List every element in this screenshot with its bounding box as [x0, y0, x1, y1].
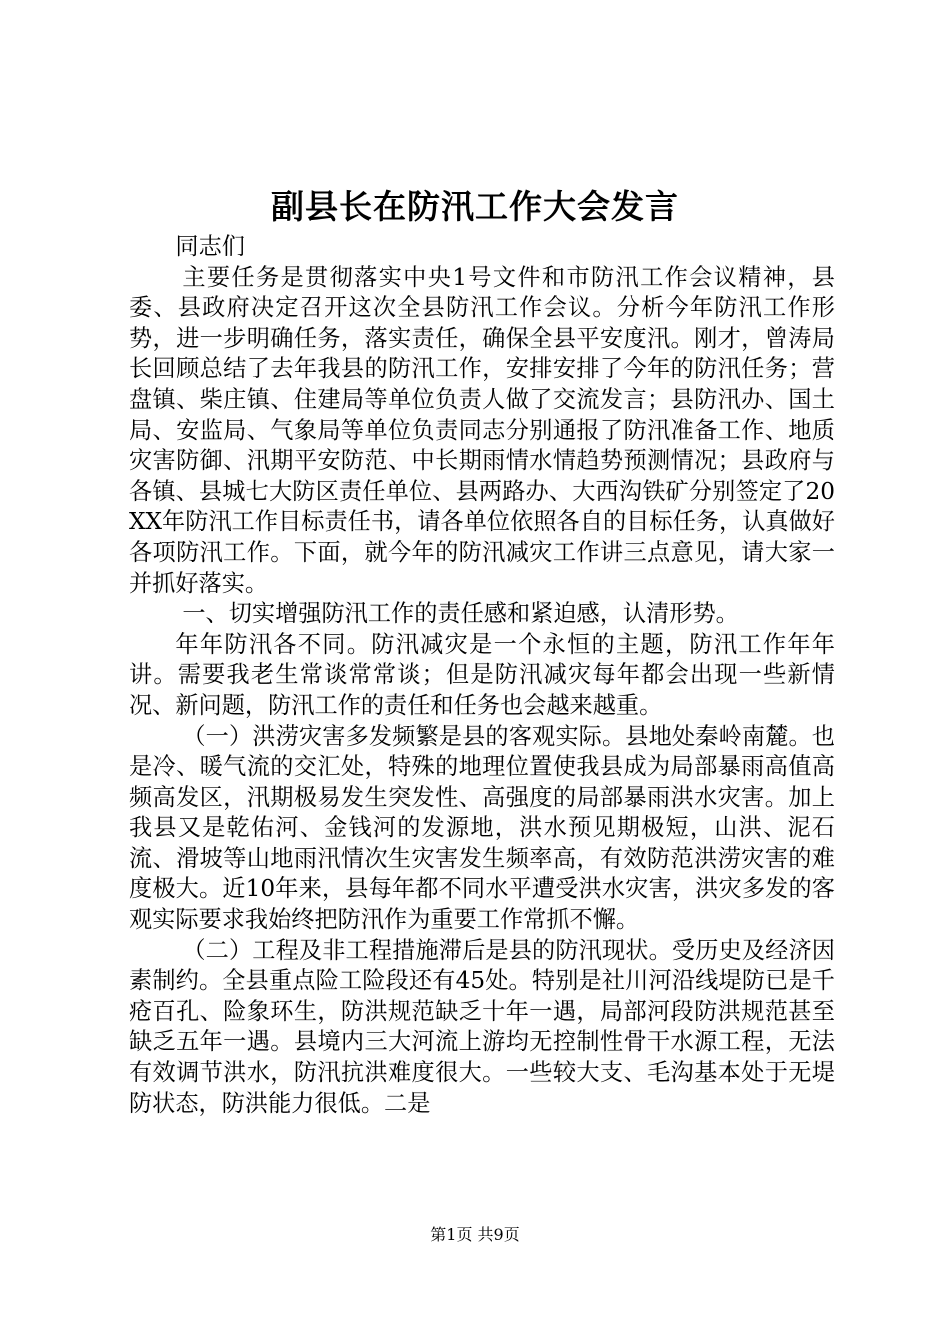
page-number: 第1页 共9页	[430, 1225, 520, 1244]
paragraph-intro: 主要任务是贯彻落实中央1号文件和市防汛工作会议精神，县委、县政府决定召开这次全县防汛工作会议。分析今年防汛工作形势，进一步明确任务，落实责任，确保全县平安度汛。刚才，曾涛局长回顾总结了去年我县的防汛工作，安排安排了今年的防汛任务；营盘镇、柴庄镇、住建局等单位负责人做了交流发言；县防汛办、国土局、安监局、气象局等单位负责同志分别通报了防汛准备工作、地质灾害防御、汛期平安防范、中长期雨情水情趋势预测情况；县政府与各镇、县城七大防区责任单位、县两路办、大西沟铁矿分别签定了20XX年防汛工作目标责任书，请各单位依照各自的目标任务，认真做好各项防汛工作。下面，就今年的防汛减灾工作讲三点意见，请大家一并抓好落实。	[129, 263, 835, 597]
section-heading-1: 一、切实增强防汛工作的责任感和紧迫感，认清形势。	[182, 600, 739, 628]
salutation: 同志们	[175, 233, 245, 260]
paragraph-point-1: （一）洪涝灾害多发频繁是县的客观实际。县地处秦岭南麓。也是冷、暖气流的交汇处，特殊的地理位置使我县成为局部暴雨高值高频高发区，汛期极易发生突发性、高强度的局部暴雨洪水灾害。加上我县又是乾佑河、金钱河的发源地，洪水预见期极短，山洪、泥石流、滑坡等山地雨汛情次生灾害发生频率高，有效防范洪涝灾害的难度极大。近10年来，县每年都不同水平遭受洪水灾害，洪灾多发的客观实际要求我始终把防汛作为重要工作常抓不懈。	[129, 722, 835, 934]
document-body	[129, 232, 835, 1119]
page-title: 副县长在防汛工作大会发言	[271, 187, 679, 226]
paragraph-situation: 年年防汛各不同。防汛减灾是一个永恒的主题，防汛工作年年讲。需要我老生常谈常常谈；但是防汛减灾每年都会出现一些新情况、新问题，防汛工作的责任和任务也会越来越重。	[129, 630, 835, 719]
paragraph-point-2: （二）工程及非工程措施滞后是县的防汛现状。受历史及经济因素制约。全县重点险工险段还有45处。特别是社川河沿线堤防已是千疮百孔、险象环生，防洪规范缺乏十年一遇，局部河段防洪规范甚至缺乏五年一遇。县境内三大河流上游均无控制性骨干水源工程，无法有效调节洪水，防汛抗洪难度很大。一些较大支、毛沟基本处于无堤防状态，防洪能力很低。二是	[129, 936, 835, 1117]
